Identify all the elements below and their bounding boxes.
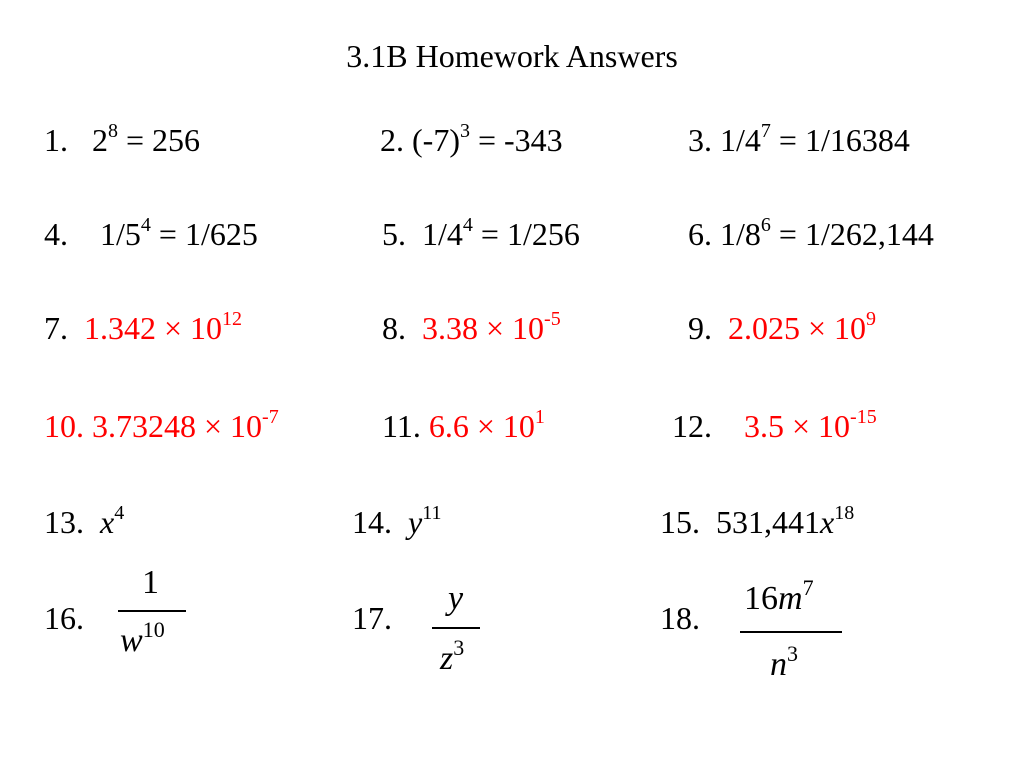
exponent: 3 — [459, 120, 470, 142]
problem-13 — [44, 502, 125, 540]
exponent: 12 — [222, 308, 243, 330]
exponent: 18 — [834, 502, 855, 524]
problem-label: 13. — [44, 504, 84, 540]
exponent: 8 — [108, 120, 118, 142]
problem-4 — [44, 214, 258, 252]
fraction-16 — [116, 562, 188, 672]
fraction-bar — [432, 627, 480, 629]
expression-base: 2.025 × 10 — [728, 310, 867, 346]
expression-base: 1.342 × 10 — [84, 310, 223, 346]
expression-base: 3.38 × 10 — [422, 310, 545, 346]
coefficient: 531,441 — [716, 504, 820, 540]
problem-16-label: 16. — [44, 600, 84, 636]
expression-base: (-7) — [412, 122, 460, 158]
fraction-bar — [118, 610, 186, 612]
problem-label: 7. — [44, 310, 68, 346]
answer — [84, 310, 242, 346]
exponent: 4 — [140, 214, 151, 236]
fraction-bar — [740, 631, 842, 633]
problem-label: 4. — [44, 216, 68, 252]
problem-3 — [688, 120, 910, 158]
problem-label: 3. — [688, 122, 712, 158]
problem-1 — [44, 120, 201, 158]
problem-label: 10. — [44, 408, 84, 444]
problem-18-label: 18. — [660, 600, 700, 636]
answer: = 256 — [118, 122, 201, 158]
problem-6 — [688, 214, 934, 252]
expression-base: 1/4 — [422, 216, 463, 252]
exponent: 7 — [760, 120, 771, 142]
answer — [422, 310, 561, 346]
problem-label: 6. — [688, 216, 712, 252]
exponent: -5 — [544, 308, 561, 330]
expression-base: 2 — [92, 122, 108, 158]
problem-7 — [44, 308, 243, 346]
problem-label: 2. — [380, 122, 404, 158]
answer — [744, 408, 877, 444]
problem-label: 9. — [688, 310, 712, 346]
expression-base: 3.73248 × 10 — [92, 408, 263, 444]
numerator: 1 — [142, 564, 159, 601]
expression-base: 1/4 — [720, 122, 761, 158]
problem-label: 14. — [352, 504, 392, 540]
numerator: $16m^7$ — [744, 575, 814, 617]
problem-8 — [382, 308, 561, 346]
problem-label: 12. — [672, 408, 712, 444]
problem-14 — [352, 502, 442, 540]
page-title: 3.1B Homework Answers — [346, 38, 678, 74]
problem-2 — [380, 120, 563, 158]
problem-11 — [382, 406, 545, 444]
answer: = 1/16384 — [770, 122, 910, 158]
fraction-18 — [740, 575, 844, 692]
answer — [728, 310, 876, 346]
exponent: 6 — [760, 214, 771, 236]
variable: x — [820, 504, 835, 540]
answer — [92, 408, 279, 444]
problem-17-label: 17. — [352, 600, 392, 636]
variable: x — [100, 504, 115, 540]
problem-label: 15. — [660, 504, 700, 540]
exponent: 4 — [114, 502, 125, 524]
expression-base: 1/5 — [100, 216, 141, 252]
problem-label: 5. — [382, 216, 406, 252]
variable: y — [408, 504, 423, 540]
exponent: -7 — [262, 406, 279, 428]
exponent: 11 — [422, 502, 442, 524]
problem-5 — [382, 214, 580, 252]
expression-base: 3.5 × 10 — [744, 408, 851, 444]
numerator: y — [448, 580, 464, 617]
problem-label: 11. — [382, 408, 421, 444]
answer: = 1/625 — [150, 216, 258, 252]
exponent: 1 — [534, 406, 545, 428]
expression-base: 6.6 × 10 — [428, 408, 535, 444]
exponent: 9 — [866, 308, 877, 330]
expression-base: 1/8 — [720, 216, 761, 252]
answer: = 1/256 — [472, 216, 580, 252]
denominator: $w^{10}$ — [120, 617, 165, 659]
problem-label: 8. — [382, 310, 406, 346]
exponent: -15 — [850, 406, 877, 428]
problem-label: 1. — [44, 122, 68, 158]
answer: = -343 — [469, 122, 563, 158]
answer: = 1/262,144 — [770, 216, 934, 252]
problem-10 — [44, 406, 279, 444]
problem-15 — [660, 502, 855, 540]
denominator: $z^3$ — [440, 635, 465, 677]
denominator: $n^3$ — [770, 641, 798, 683]
exponent: 4 — [462, 214, 473, 236]
fraction-17 — [432, 582, 484, 692]
problem-9 — [688, 308, 877, 346]
answer — [429, 408, 545, 444]
problem-12 — [672, 406, 877, 444]
